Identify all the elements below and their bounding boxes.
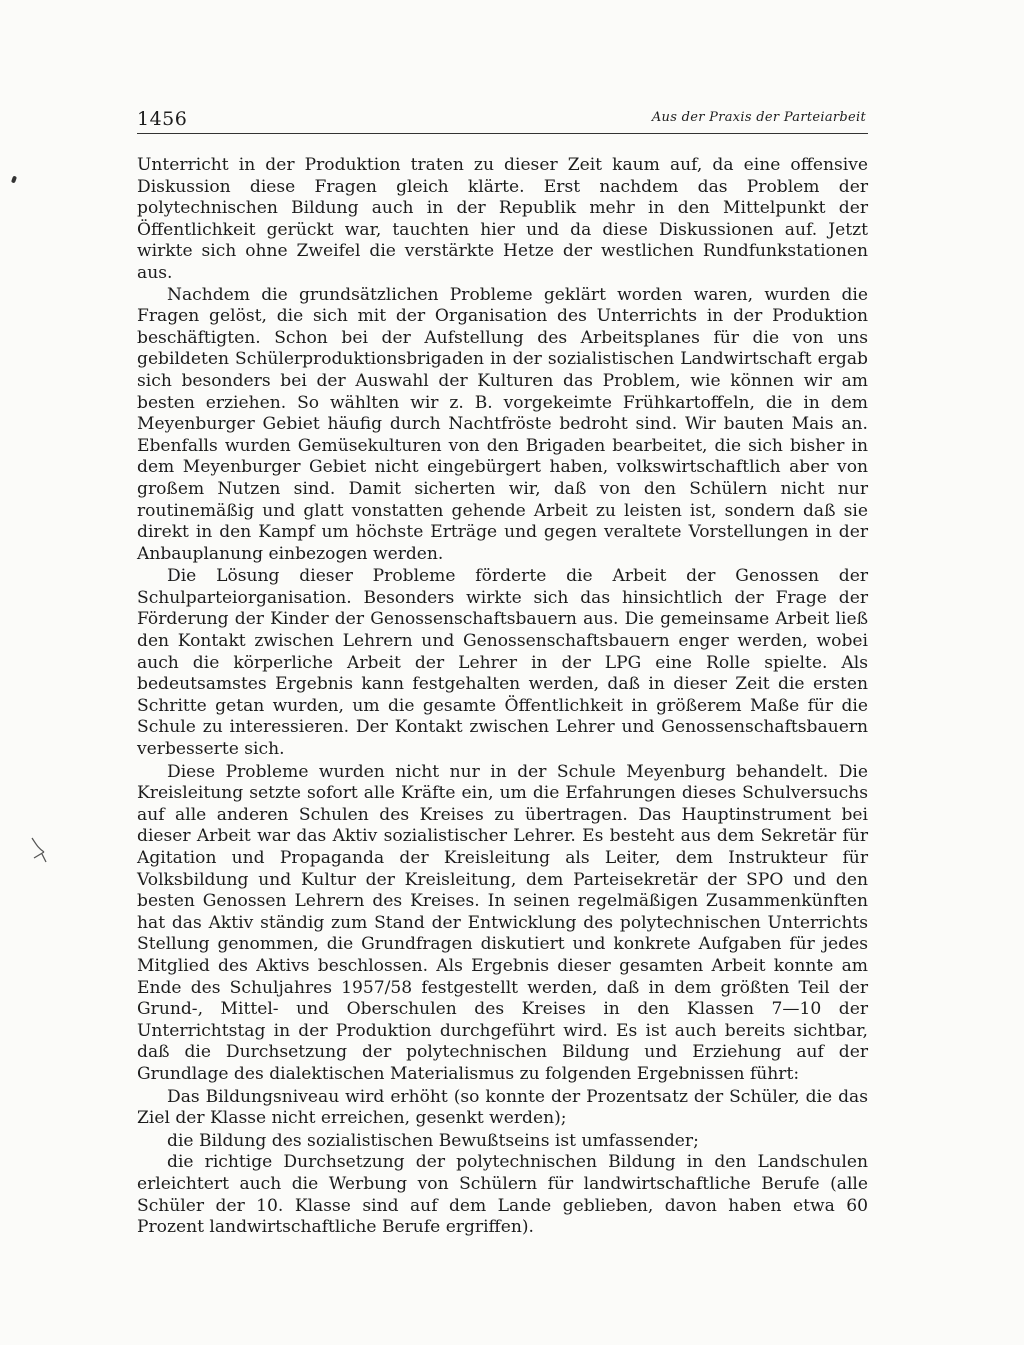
article-body	[137, 155, 868, 1239]
paragraph-3: Die Lösung dieser Probleme förderte die Arbeit der Genossen der Schulparteiorganisation. Besonders wirkte sich das hinsichtlich der Frage der Förderung der Kinder der Genossenschaftsbauern aus. Die gemeinsame Arbeit ließ den Kontakt zwischen Lehrern und Genossenschaftsbauern enger werden, wobei auch die körperliche Arbeit der Lehrer in der LPG eine Rolle spielte. Als bedeutsamstes Ergebnis kann festgehalten werden, daß in dieser Zeit die ersten Schritte getan wurden, um die gesamte Öffentlichkeit in größerem Maße für die Schule zu interessieren. Der Kontakt zwischen Lehrer und Genossenschaftsbauern verbesserte sich.	[137, 566, 868, 760]
page-number: 1456	[137, 108, 188, 130]
paragraph-4: Diese Probleme wurden nicht nur in der Schule Meyenburg behandelt. Die Kreisleitung setzte sofort alle Kräfte ein, um die Erfahrungen dieses Schulversuchs auf alle anderen Schulen des Kreises zu übertragen. Das Hauptinstrument bei dieser Arbeit war das Aktiv sozialistischer Lehrer. Es besteht aus dem Sekretär für Agitation und Propaganda der Kreisleitung als Leiter, dem Instrukteur für Volksbildung und Kultur der Kreisleitung, dem Parteisekretär der SPO und den besten Genossen Lehrern des Kreises. In seinen regelmäßigen Zusammenkünften hat das Aktiv ständig zum Stand der Entwicklung des polytechnischen Unterrichts Stellung genommen, die Grundfragen diskutiert und konkrete Aufgaben für jedes Mitglied des Aktivs beschlossen. Als Ergebnis dieser gesamten Arbeit konnte am Ende des Schuljahres 1957/58 festgestellt werden, daß in dem größten Teil der Grund-, Mittel- und Oberschulen des Kreises in den Klassen 7—10 der Unterrichtstag in der Produktion durchgeführt wird. Es ist auch bereits sichtbar, daß die Durchsetzung der polytechnischen Bildung und Erziehung auf der Grundlage des dialektischen Materialismus zu folgenden Ergebnissen führt:	[137, 761, 868, 1084]
paragraph-2: Nachdem die grundsätzlichen Probleme geklärt worden waren, wurden die Fragen gelöst, die sich mit der Organisation des Unterrichts in der Produktion beschäftigten. Schon bei der Aufstellung des Arbeitsplanes für die von uns gebildeten Schülerproduktionsbrigaden in der sozialistischen Landwirtschaft ergab sich besonders bei der Auswahl der Kulturen das Problem, wie können wir am besten erziehen. So wählten wir z. B. vorgekeimte Frühkartoffeln, die in dem Meyenburger Gebiet häufig durch Nachtfröste bedroht sind. Wir bauten Mais an. Ebenfalls wurden Gemüsekulturen von den Brigaden bearbeitet, die sich bisher in dem Meyenburger Gebiet nicht eingebürgert haben, volkswirtschaftlich aber von großem Nutzen sind. Damit sicherten wir, daß von den Schülern nicht nur routinemäßig und glatt vonstatten gehende Arbeit zu leisten ist, sondern daß sie direkt in den Kampf um höchste Erträge und gegen veraltete Vorstellungen in der Anbauplanung einbezogen werden.	[137, 284, 868, 564]
running-title: Aus der Praxis der Parteiarbeit	[651, 110, 866, 125]
result-item-2: die Bildung des sozialistischen Bewußtseins ist umfassender;	[167, 1130, 699, 1151]
margin-scribble	[30, 836, 52, 866]
header-rule	[137, 133, 868, 134]
result-item-3: die richtige Durchsetzung der polytechnischen Bildung in den Landschulen erleichtert auch die Werbung von Schülern für landwirtschaftliche Berufe (alle Schüler der 10. Klasse sind auf dem Lande geblieben, davon haben etwa 60 Prozent landwirtschaftliche Berufe ergriffen).	[137, 1152, 868, 1238]
margin-mark	[11, 176, 17, 184]
result-item-1: Das Bildungsniveau wird erhöht (so konnte der Prozentsatz der Schüler, die das Ziel der Klasse nicht erreichen, gesenkt werden);	[137, 1086, 868, 1129]
paragraph-1: Unterricht in der Produktion traten zu dieser Zeit kaum auf, da eine offensive Diskussion diese Fragen gleich klärte. Erst nachdem das Problem der polytechnischen Bildung auch in der Republik mehr in den Mittelpunkt der Öffentlichkeit gerückt war, tauchten hier und da diese Diskussionen auf. Jetzt wirkte sich ohne Zweifel die verstärkte Hetze der westlichen Rundfunkstationen aus.	[137, 155, 868, 283]
